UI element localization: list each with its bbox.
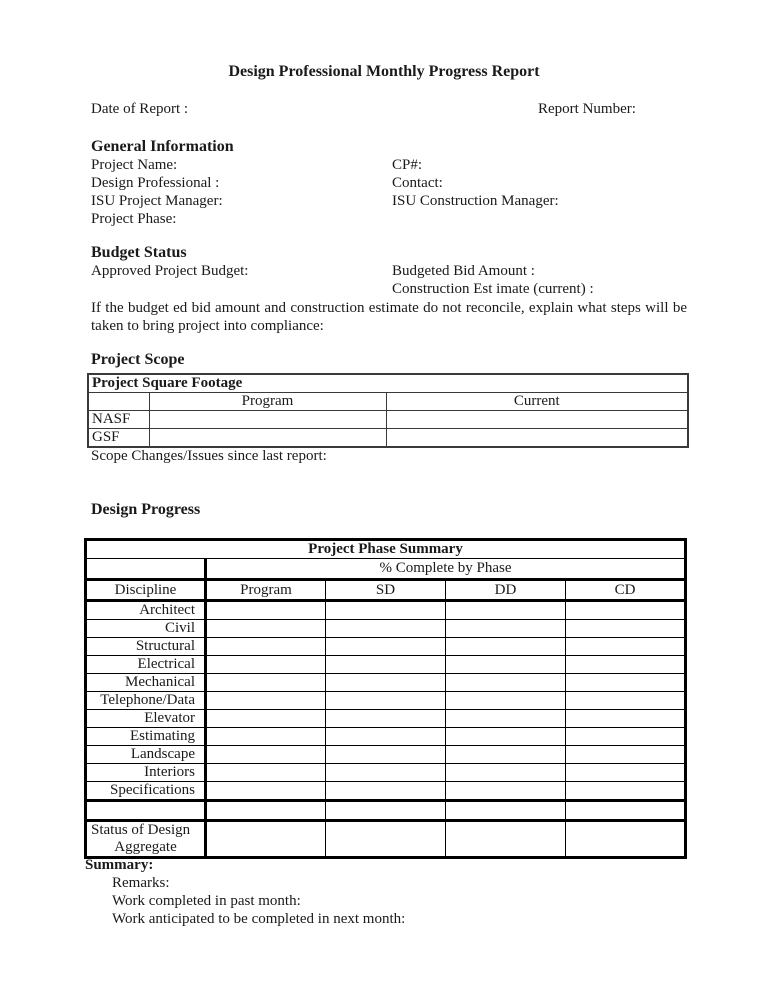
phase-table-title: Project Phase Summary: [86, 540, 686, 559]
phase-value-cell: [446, 692, 566, 710]
nasf-program-cell: [149, 411, 386, 429]
aggregate-line: Aggregate: [114, 838, 177, 855]
nasf-row: [88, 411, 688, 429]
phase-table-column-header-row: [86, 580, 686, 601]
project-phase-label: Project Phase:: [91, 211, 177, 227]
discipline-row-telephone-data: [86, 692, 686, 710]
blank-cell: [326, 801, 446, 821]
phase-value-cell: [326, 601, 446, 620]
phase-value-cell: [206, 638, 326, 656]
status-value-cell: [326, 820, 446, 857]
discipline-row-specifications: [86, 782, 686, 801]
phase-value-cell: [206, 692, 326, 710]
reconcile-instructions-line2: taken to bring project into compliance:: [91, 318, 324, 334]
project-phase-summary-table: [84, 538, 687, 859]
construction-estimate-label: Construction Est imate (current) :: [392, 281, 594, 297]
nasf-current-cell: [386, 411, 688, 429]
scope-changes-label: Scope Changes/Issues since last report:: [91, 448, 327, 464]
phase-value-cell: [326, 710, 446, 728]
cd-column-header: CD: [566, 580, 686, 601]
gsf-current-cell: [386, 429, 688, 448]
phase-value-cell: [326, 656, 446, 674]
phase-value-cell: [566, 764, 686, 782]
status-of-design-aggregate-label: [86, 820, 206, 857]
work-completed-label: Work completed in past month:: [112, 893, 301, 909]
phase-value-cell: [566, 674, 686, 692]
phase-value-cell: [326, 782, 446, 801]
remarks-label: Remarks:: [112, 875, 170, 891]
phase-value-cell: [566, 638, 686, 656]
discipline-label: Landscape: [86, 746, 206, 764]
design-professional-label: Design Professional :: [91, 175, 220, 191]
phase-value-cell: [566, 728, 686, 746]
dd-column-header: DD: [446, 580, 566, 601]
phase-value-cell: [446, 764, 566, 782]
gsf-program-cell: [149, 429, 386, 448]
general-information-heading: General Information: [91, 138, 234, 155]
percent-complete-header: % Complete by Phase: [206, 559, 686, 580]
phase-value-cell: [446, 638, 566, 656]
blank-row: [86, 801, 686, 821]
discipline-row-mechanical: [86, 674, 686, 692]
status-value-cell: [446, 820, 566, 857]
phase-value-cell: [206, 746, 326, 764]
blank-cell: [86, 801, 206, 821]
blank-cell: [566, 801, 686, 821]
reconcile-instructions: [91, 299, 687, 335]
gsf-row-label: GSF: [88, 429, 149, 448]
discipline-label: Elevator: [86, 710, 206, 728]
phase-value-cell: [446, 674, 566, 692]
phase-value-cell: [566, 601, 686, 620]
phase-value-cell: [566, 656, 686, 674]
discipline-column-header: Discipline: [86, 580, 206, 601]
discipline-row-interiors: [86, 764, 686, 782]
phase-table-title-row: [86, 540, 686, 559]
nasf-row-label: NASF: [88, 411, 149, 429]
budget-right-column: [392, 262, 594, 298]
phase-value-cell: [566, 692, 686, 710]
design-progress-heading: Design Progress: [91, 501, 201, 518]
current-column-header: Current: [386, 393, 688, 411]
status-of-design-line: Status of Design: [91, 821, 191, 838]
discipline-row-structural: [86, 638, 686, 656]
isu-project-manager-label: ISU Project Manager:: [91, 193, 223, 209]
report-number-label: Report Number:: [538, 101, 636, 117]
general-information-right-column: [392, 156, 559, 210]
phase-value-cell: [566, 782, 686, 801]
discipline-row-civil: [86, 620, 686, 638]
status-value-cell: [206, 820, 326, 857]
phase-value-cell: [326, 692, 446, 710]
general-information-left-column: [91, 156, 223, 228]
phase-value-cell: [206, 728, 326, 746]
phase-value-cell: [326, 620, 446, 638]
discipline-row-electrical: [86, 656, 686, 674]
program-phase-column-header: Program: [206, 580, 326, 601]
discipline-row-elevator: [86, 710, 686, 728]
discipline-label: Structural: [86, 638, 206, 656]
phase-value-cell: [206, 764, 326, 782]
cp-number-label: CP#:: [392, 157, 423, 173]
discipline-row-landscape: [86, 746, 686, 764]
discipline-row-estimating: [86, 728, 686, 746]
discipline-label: Mechanical: [86, 674, 206, 692]
summary-items: [112, 874, 405, 928]
work-anticipated-label: Work anticipated to be completed in next month:: [112, 911, 406, 927]
phase-value-cell: [566, 710, 686, 728]
discipline-label: Architect: [86, 601, 206, 620]
budget-status-heading: Budget Status: [91, 244, 187, 261]
phase-value-cell: [446, 746, 566, 764]
reconcile-instructions-line1: If the budget ed bid amount and construction estimate do not reconcile, explain what steps will be: [91, 300, 687, 316]
scope-table-caption: Project Square Footage: [88, 374, 688, 393]
phase-value-cell: [206, 620, 326, 638]
discipline-label: Estimating: [86, 728, 206, 746]
sd-column-header: SD: [326, 580, 446, 601]
phase-value-cell: [206, 656, 326, 674]
approved-project-budget-label: Approved Project Budget:: [91, 263, 249, 279]
project-scope-heading: Project Scope: [91, 351, 185, 368]
project-square-footage-table: [87, 373, 689, 448]
phase-value-cell: [446, 656, 566, 674]
phase-value-cell: [206, 782, 326, 801]
status-value-cell: [566, 820, 686, 857]
phase-value-cell: [326, 638, 446, 656]
phase-value-cell: [446, 728, 566, 746]
phase-value-cell: [326, 746, 446, 764]
isu-construction-manager-label: ISU Construction Manager:: [392, 193, 559, 209]
project-name-label: Project Name:: [91, 157, 178, 173]
phase-value-cell: [326, 728, 446, 746]
budgeted-bid-amount-label: Budgeted Bid Amount :: [392, 263, 535, 279]
page-title: Design Professional Monthly Progress Report: [228, 63, 540, 80]
status-of-design-aggregate-row: [86, 820, 686, 857]
phase-value-cell: [566, 746, 686, 764]
phase-value-cell: [446, 710, 566, 728]
blank-cell: [206, 801, 326, 821]
scope-table-caption-row: [88, 374, 688, 393]
discipline-label: Electrical: [86, 656, 206, 674]
scope-blank-header-cell: [88, 393, 149, 411]
phase-table-subheader-row: [86, 559, 686, 580]
date-of-report-label: Date of Report :: [91, 101, 189, 117]
phase-value-cell: [326, 764, 446, 782]
phase-value-cell: [206, 674, 326, 692]
contact-label: Contact:: [392, 175, 443, 191]
summary-heading: Summary:: [85, 857, 154, 873]
phase-value-cell: [446, 782, 566, 801]
phase-value-cell: [566, 620, 686, 638]
gsf-row: [88, 429, 688, 448]
phase-value-cell: [446, 620, 566, 638]
discipline-label: Civil: [86, 620, 206, 638]
scope-table-header-row: [88, 393, 688, 411]
discipline-label: Telephone/Data: [86, 692, 206, 710]
program-column-header: Program: [149, 393, 386, 411]
discipline-row-architect: [86, 601, 686, 620]
phase-value-cell: [206, 601, 326, 620]
phase-value-cell: [446, 601, 566, 620]
blank-cell: [446, 801, 566, 821]
subheader-blank-cell: [86, 559, 206, 580]
phase-value-cell: [326, 674, 446, 692]
discipline-label: Interiors: [86, 764, 206, 782]
phase-value-cell: [206, 710, 326, 728]
discipline-label: Specifications: [86, 782, 206, 801]
